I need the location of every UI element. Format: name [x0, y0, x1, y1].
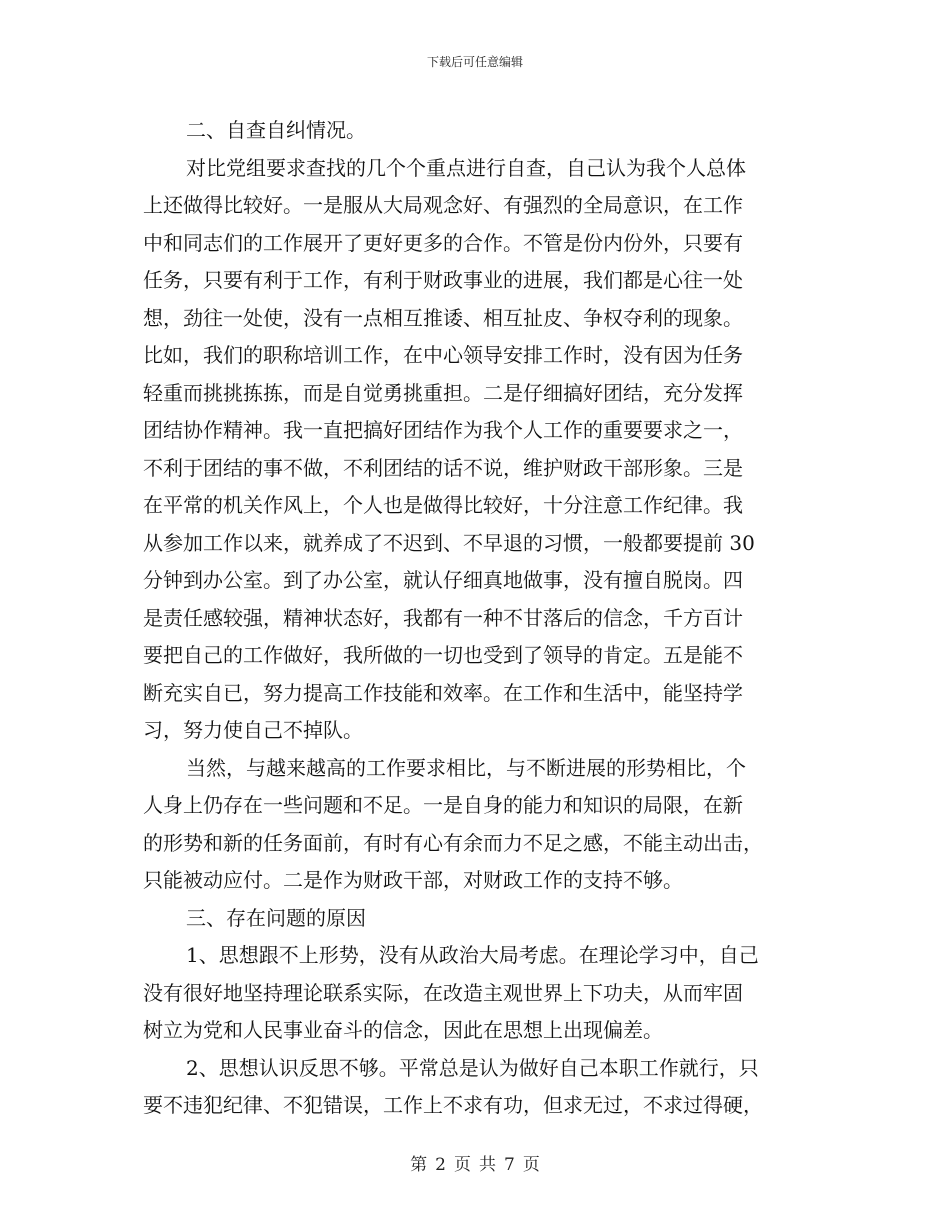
paragraph-line: 团结协作精神。我一直把搞好团结作为我个人工作的重要要求之一，	[143, 418, 743, 442]
paragraph-line: 要不违犯纪律、不犯错误，工作上不求有功，但求无过，不求过得硬，	[143, 1093, 763, 1117]
paragraph-line: 树立为党和人民事业奋斗的信念，因此在思想上出现偏差。	[143, 1018, 663, 1042]
page-label-mid2: 共	[479, 1155, 496, 1175]
page-number-footer	[0, 1150, 950, 1175]
paragraph-line: 人身上仍存在一些问题和不足。一是自身的能力和知识的局限，在新	[143, 793, 743, 817]
page-label-suffix: 页	[522, 1155, 540, 1175]
paragraph-line: 分钟到办公室。到了办公室，就认仔细真地做事，没有擅自脱岗。四	[143, 568, 743, 592]
page-total: 7	[504, 1155, 515, 1175]
document-body	[143, 112, 805, 1125]
paragraph-line: 上还做得比较好。一是服从大局观念好、有强烈的全局意识，在工作	[143, 193, 743, 217]
paragraph-line: 要把自己的工作做好，我所做的一切也受到了领导的肯定。五是能不	[143, 643, 743, 667]
paragraph-line: 是责任感较强，精神状态好，我都有一种不甘落后的信念，千方百计	[143, 605, 743, 630]
paragraph-line: 只能被动应付。二是作为财政干部，对财政工作的支持不够。	[143, 868, 683, 892]
page-current: 2	[435, 1155, 446, 1175]
paragraph-line: 中和同志们的工作展开了更好更多的合作。不管是份内份外，只要有	[143, 230, 743, 255]
header-note: 下载后可任意编辑	[426, 55, 523, 69]
paragraph-line: 轻重而挑挑拣拣，而是自觉勇挑重担。二是仔细搞好团结，充分发挥	[143, 380, 743, 405]
paragraph-line: 1、思想跟不上形势，没有从政治大局考虑。在理论学习中，自己	[186, 943, 759, 967]
section-heading: 三、存在问题的原因	[186, 905, 366, 930]
paragraph-line: 不利于团结的事不做，不利团结的话不说，维护财政干部形象。三是	[143, 455, 743, 480]
paragraph-line: 任务，只要有利于工作，有利于财政事业的进展，我们都是心往一处	[143, 268, 743, 292]
paragraph-line: 在平常的机关作风上，个人也是做得比较好，十分注意工作纪律。我	[143, 493, 743, 517]
paragraph-line: 没有很好地坚持理论联系实际，在改造主观世界上下功夫，从而牢固	[143, 980, 743, 1005]
paragraph-line: 从参加工作以来，就养成了不迟到、不早退的习惯，一般都要提前 30	[143, 530, 755, 555]
paragraph-line: 的形势和新的任务面前，有时有心有余而力不足之感，不能主动出击，	[143, 830, 763, 855]
paragraph-line: 当然，与越来越高的工作要求相比，与不断进展的形势相比，个	[186, 755, 746, 780]
section-heading: 二、自查自纠情况。	[186, 118, 366, 142]
paragraph-line: 习，努力使自己不掉队。	[143, 718, 363, 742]
paragraph-line: 2、思想认识反思不够。平常总是认为做好自己本职工作就行，只	[186, 1055, 759, 1080]
paragraph-line: 断充实自已，努力提高工作技能和效率。在工作和生活中，能坚持学	[143, 680, 743, 705]
paragraph-line: 想，劲往一处使，没有一点相互推诿、相互扯皮、争权夺利的现象。	[143, 305, 743, 330]
paragraph-line: 比如，我们的职称培训工作，在中心领导安排工作时，没有因为任务	[143, 343, 743, 367]
page-label-prefix: 第	[410, 1155, 428, 1175]
page-label-mid1: 页	[454, 1155, 471, 1175]
paragraph-line: 对比党组要求查找的几个个重点进行自查，自己认为我个人总体	[186, 155, 746, 180]
